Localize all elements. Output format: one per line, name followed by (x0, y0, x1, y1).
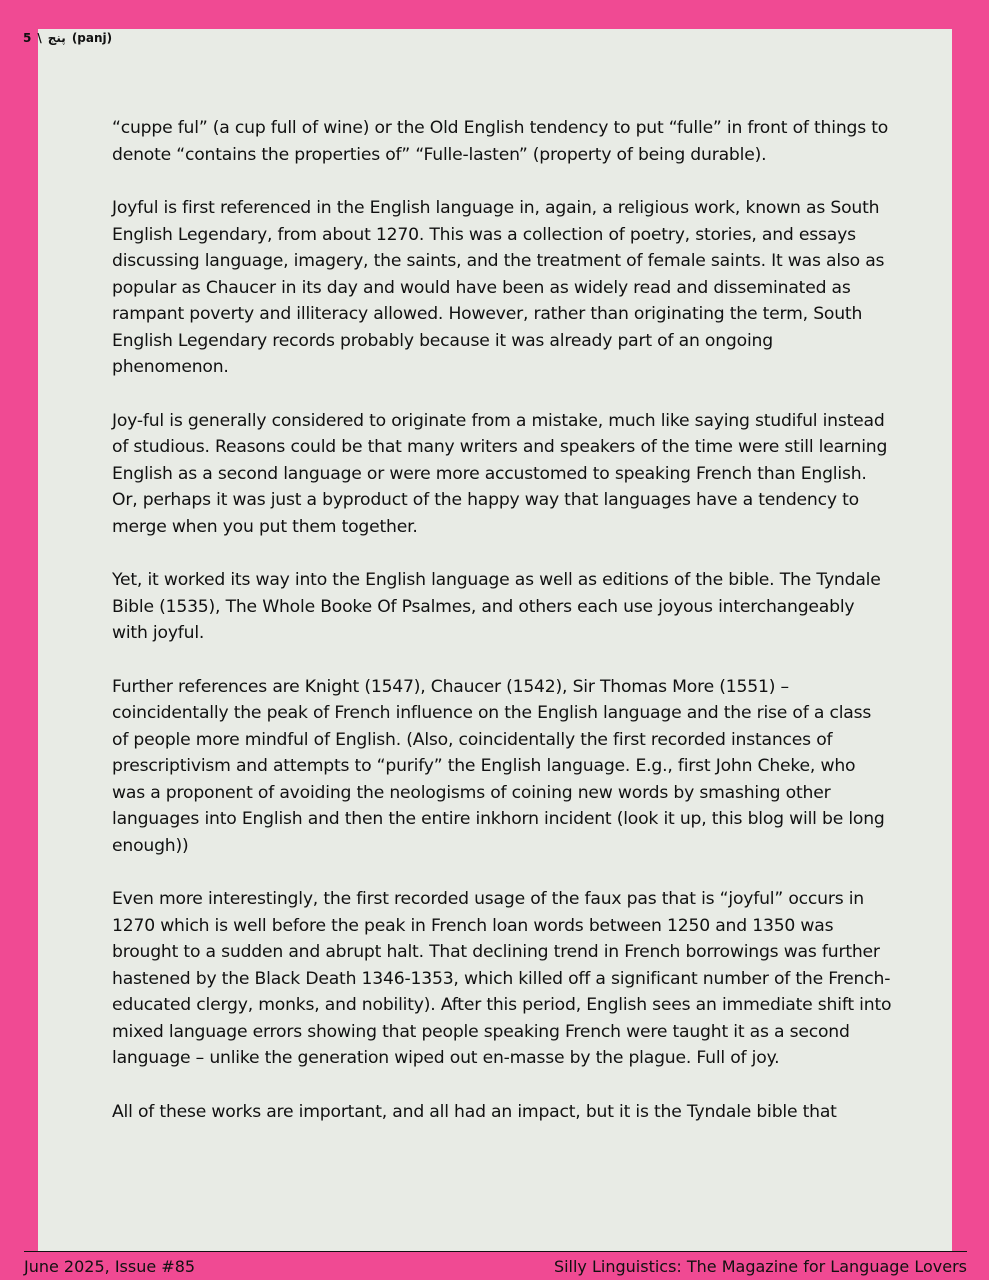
paragraph-7: All of these works are important, and all had an impact, but it is the Tyndale bible that (112, 1101, 837, 1122)
page-number-romanization: (panj) (71, 31, 113, 45)
footer-divider (24, 1251, 967, 1252)
footer-magazine-title: Silly Linguistics: The Magazine for Language Lovers (553, 1256, 967, 1276)
paragraph-4: Yet, it worked its way into the English language as well as editions of the bible. The Tyndale Bible (1535), The Whole Booke Of Psalmes, and others each use joyous interchangeably with joyful. (112, 570, 881, 643)
page-number-separator: \ (37, 31, 42, 45)
article-body (112, 115, 892, 1125)
footer-issue: June 2025, Issue #85 (24, 1256, 196, 1276)
paragraph-3: Joy-ful is generally considered to originate from a mistake, much like saying studiful instead of studious. Reasons could be that many writers and speakers of the time were still learning English as a second language or were more accustomed to speaking French than English. Or, perhaps it was just a byproduct of the happy way that languages have a tendency to merge when you put them together. (112, 410, 888, 537)
paragraph-2: Joyful is first referenced in the English language in, again, a religious work, known as South English Legendary, from about 1270. This was a collection of poetry, stories, and essays discussing language, imagery, the saints, and the treatment of female saints. It was also as popular as Chaucer in its day and would have been as widely read and disseminated as rampant poverty and illiteracy allowed. However, rather than originating the term, South English Legendary records probably because it was already part of an ongoing phenomenon. (112, 198, 885, 377)
page-number-label (0, 29, 112, 47)
page-footer (24, 1255, 967, 1277)
page-number: 5 (23, 31, 32, 45)
paragraph-1: “cuppe ful” (a cup full of wine) or the Old English tendency to put “fulle” in front of things to denote “contains the properties of” “Fulle-lasten” (property of being durable). (112, 118, 889, 165)
paragraph-6: Even more interestingly, the first recorded usage of the faux pas that is “joyful” occurs in 1270 which is well before the peak in French loan words between 1250 and 1350 was brought to a sudden and abrupt halt. That declining trend in French borrowings was further hastened by the Black Death 1346-1353, which killed off a significant number of the French-educated clergy, monks, and nobility). After this period, English sees an immediate shift into mixed language errors showing that people speaking French were taught it as a second language – unlike the generation wiped out en-masse by the plague. Full of joy. (112, 889, 892, 1068)
paragraph-5: Further references are Knight (1547), Chaucer (1542), Sir Thomas More (1551) – coincidentally the peak of French influence on the English language and the rise of a class of people more mindful of English. (Also, coincidentally the first recorded instances of prescriptivism and attempts to “purify” the English language. E.g., first John Cheke, who was a proponent of avoiding the neologisms of coining new words by smashing other languages into English and then the entire inkhorn incident (look it up, this blog will be long enough)) (112, 676, 885, 856)
page-number-persian-word: پنج (47, 31, 66, 45)
